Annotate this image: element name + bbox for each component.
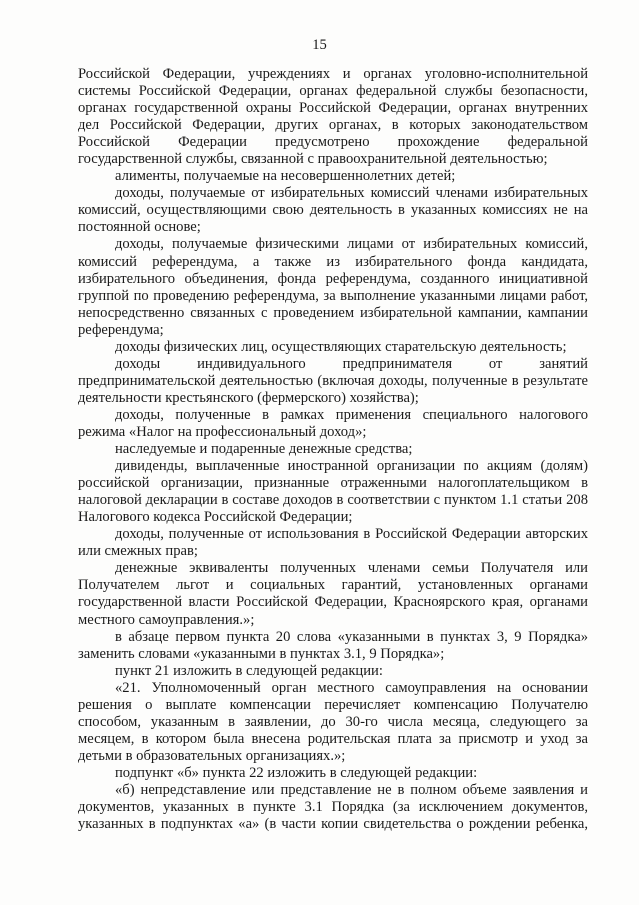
paragraph-16: «б) непредставление или представление не в полном объеме заявления и документов, указанных в пункте 3.1 Порядка (за исключением документов, указанных в подпунктах «а» (в части копии свидетельства о рождении ребенка, [78,781,588,833]
paragraph-7: доходы, полученные в рамках применения специального налогового режима «Налог на профессиональный доход»; [78,406,588,440]
paragraph-12: в абзаце первом пункта 20 слова «указанными в пунктах 3, 9 Порядка» заменить словами «указанными в пунктах 3.1, 9 Порядка»; [78,628,588,662]
paragraph-15: подпункт «б» пункта 22 изложить в следующей редакции: [115,764,478,781]
paragraph-3: доходы, получаемые от избирательных комиссий членами избирательных комиссий, осуществляющими свою деятельность в указанных комиссиях не на постоянной основе; [78,185,588,236]
document-body [78,66,588,833]
page-number: 15 [312,37,327,53]
paragraph-1: Российской Федерации, учреждениях и органах уголовно-исполнительной системы Российской Федерации, органах федеральной службы безопасности, органах государственной охраны Российской Федерации, органах внутренних дел Российской Федерации, других органах, в которых законодательством Российской Федерации предусмотрено прохождение федеральной государственной службы, связанной с правоохранительной деятельностью; [78,66,588,168]
paragraph-10: доходы, полученные от использования в Российской Федерации авторских или смежных прав; [78,526,588,560]
paragraph-2: алименты, получаемые на несовершеннолетних детей; [115,168,456,185]
paragraph-11: денежные эквиваленты полученных членами семьи Получателя или Получателем льгот и социальных гарантий, установленных органами государственной власти Российской Федерации, Красноярского края, органами местного самоуправления.»; [78,560,588,628]
paragraph-5: доходы физических лиц, осуществляющих старательскую деятельность; [115,338,567,355]
paragraph-9: дивиденды, выплаченные иностранной организации по акциям (долям) российской организации, признанные отраженными налогоплательщиком в налоговой декларации в составе доходов в соответствии с пунктом 1.1 статьи 208 Налогового кодекса Российской Федерации; [78,458,588,526]
paragraph-6: доходы индивидуального предпринимателя от занятий предпринимательской деятельностью (включая доходы, полученные в результате деятельности крестьянского (фермерского) хозяйства); [78,355,588,406]
paragraph-8: наследуемые и подаренные денежные средства; [115,441,413,458]
paragraph-14: «21. Уполномоченный орган местного самоуправления на основании решения о выплате компенсации перечисляет компенсацию Получателю способом, указанным в заявлении, до 30-го числа месяца, следующего за месяцем, в котором была внесена родительская плата за присмотр и уход за детьми в образовательных организациях.»; [78,679,588,764]
paragraph-4: доходы, получаемые физическими лицами от избирательных комиссий, комиссий референдума, а также из избирательного фонда кандидата, избирательного объединения, фонда референдума, созданного инициативной группой по проведению референдума, за выполнение указанными лицами работ, непосредственно связанных с проведением избирательной кампании, кампании референдума; [78,236,588,338]
paragraph-13: пункт 21 изложить в следующей редакции: [115,662,383,679]
